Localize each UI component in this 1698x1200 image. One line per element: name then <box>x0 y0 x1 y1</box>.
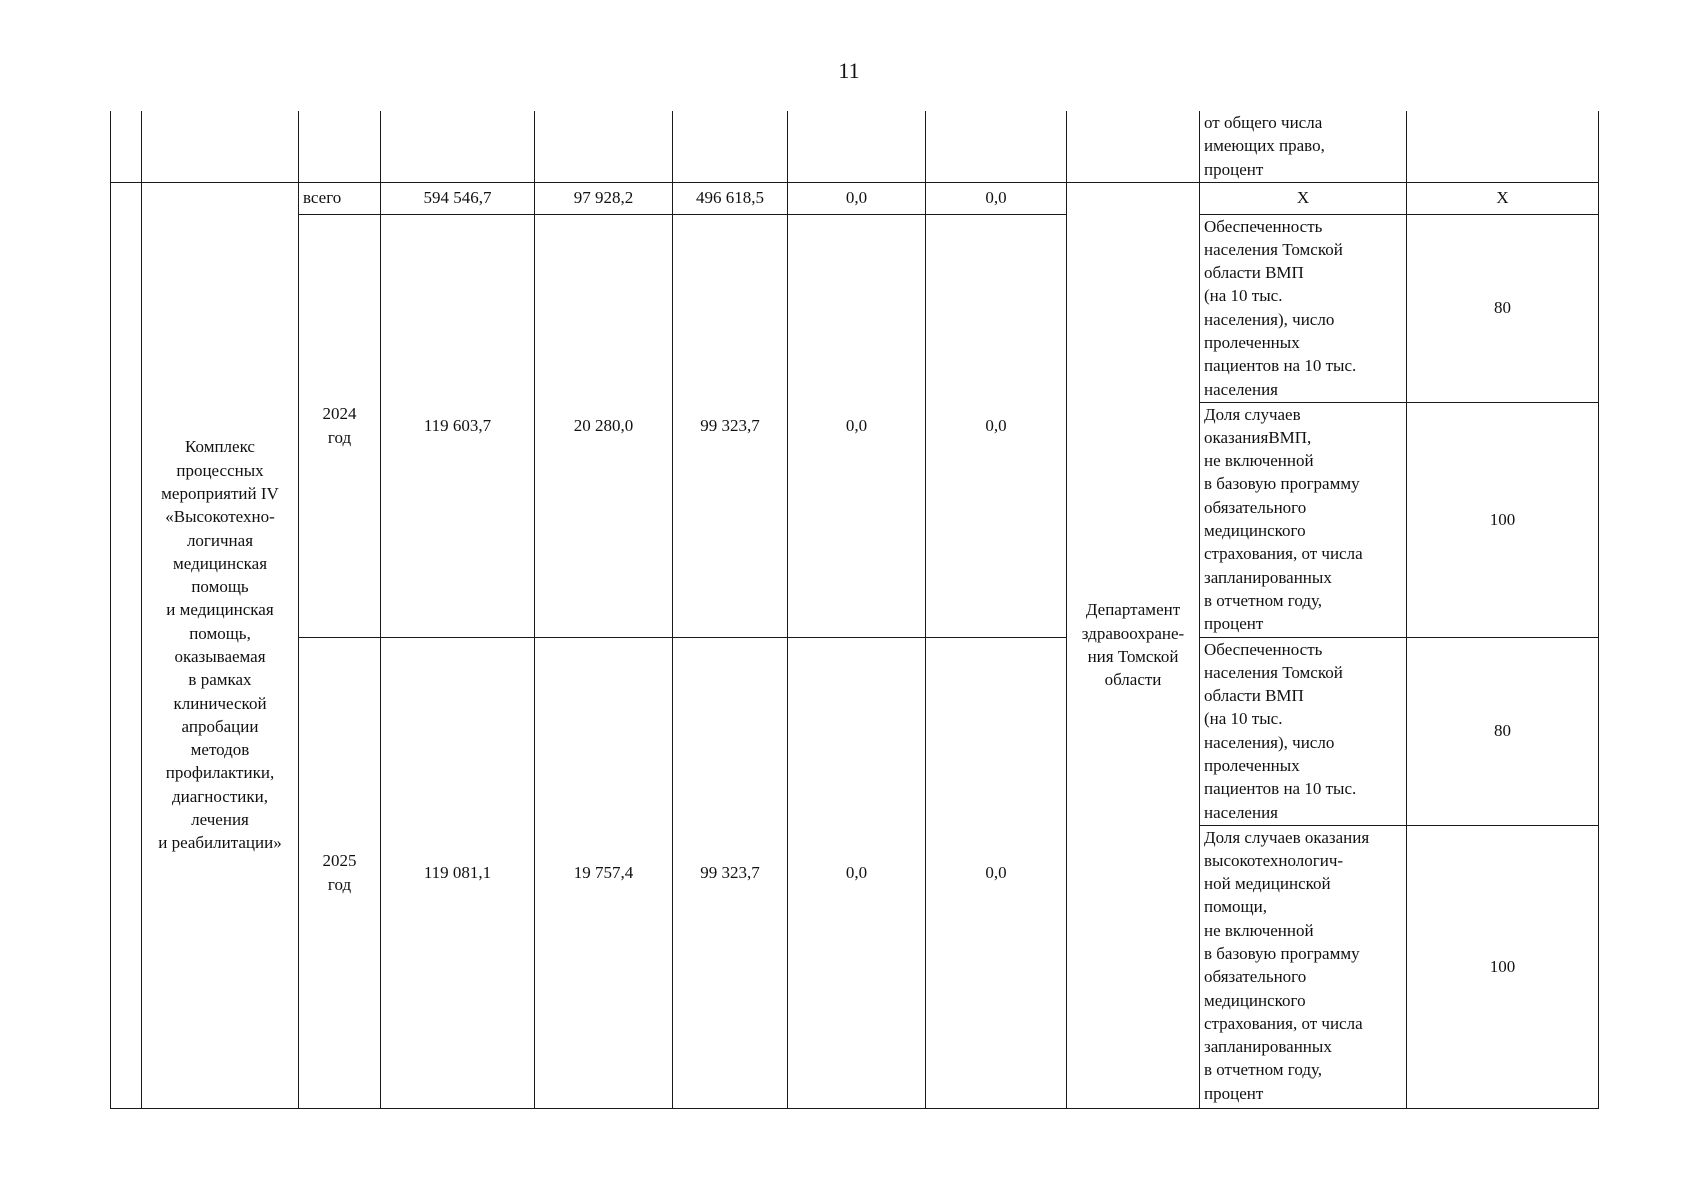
indicator-value: 80 <box>1407 214 1599 402</box>
amount-cell <box>788 111 926 182</box>
total-amount-cell: 0,0 <box>926 182 1067 214</box>
amount-cell <box>673 111 788 182</box>
year-row <box>111 214 1599 402</box>
target-mark: Х <box>1407 182 1599 214</box>
indicator-value: 80 <box>1407 637 1599 825</box>
period-cell <box>299 111 381 182</box>
year-amount-cell: 119 603,7 <box>381 214 535 637</box>
number-cell <box>111 111 142 182</box>
year-amount-cell: 119 081,1 <box>381 637 535 1108</box>
indicator-text: Доля случаев оказанияВМП, не включенной в базовую программу обязательного медицинского страхования, от числа запланированных в отчетном году, процент <box>1200 402 1407 637</box>
total-amount-cell: 496 618,5 <box>673 182 788 214</box>
program-funding-table <box>110 111 1599 1109</box>
amount-cell <box>535 111 673 182</box>
program-name: Комплекс процессных мероприятий IV «Высокотехно- логичная медицинская помощь и медицинская помощь, оказываемая в рамках клинической апробации методов профилактики, диагностики, лечения и реабилитации» <box>142 182 299 1108</box>
amount-cell <box>926 111 1067 182</box>
year-amount-cell: 0,0 <box>926 637 1067 1108</box>
amount-cell <box>381 111 535 182</box>
executor-name: Департамент здравоохране- ния Томской области <box>1067 182 1200 1108</box>
year-amount-cell: 19 757,4 <box>535 637 673 1108</box>
indicator-value: 100 <box>1407 402 1599 637</box>
indicator-text: Доля случаев оказания высокотехнологич- ной медицинской помощи, не включенной в базовую программу обязательного медицинского страхования, от числа запланированных в отчетном году, процент <box>1200 825 1407 1108</box>
year-amount-cell: 0,0 <box>788 214 926 637</box>
indicator-text: Обеспеченность населения Томской области ВМП (на 10 тыс. населения), число пролеченных пациентов на 10 тыс. населения <box>1200 214 1407 402</box>
executor-cell <box>1067 111 1200 182</box>
page-number: 11 <box>838 58 860 83</box>
period-total-label: всего <box>299 182 381 214</box>
program-cell <box>142 111 299 182</box>
target-value-cell <box>1407 111 1599 182</box>
total-row <box>111 182 1599 214</box>
indicator-value: 100 <box>1407 825 1599 1108</box>
total-amount-cell: 0,0 <box>788 182 926 214</box>
number-cell <box>111 182 142 1108</box>
total-amount-cell: 594 546,7 <box>381 182 535 214</box>
indicator-text: Обеспеченность населения Томской области ВМП (на 10 тыс. населения), число пролеченных пациентов на 10 тыс. населения <box>1200 637 1407 825</box>
total-amount-cell: 97 928,2 <box>535 182 673 214</box>
year-label: 2025 год <box>299 637 381 1108</box>
year-row <box>111 637 1599 825</box>
year-amount-cell: 99 323,7 <box>673 214 788 637</box>
year-amount-cell: 0,0 <box>926 214 1067 637</box>
indicator-cell: от общего числа имеющих право, процент <box>1200 111 1407 182</box>
year-amount-cell: 0,0 <box>788 637 926 1108</box>
year-amount-cell: 20 280,0 <box>535 214 673 637</box>
continued-row <box>111 111 1599 182</box>
year-label: 2024 год <box>299 214 381 637</box>
year-amount-cell: 99 323,7 <box>673 637 788 1108</box>
indicator-mark: Х <box>1200 182 1407 214</box>
